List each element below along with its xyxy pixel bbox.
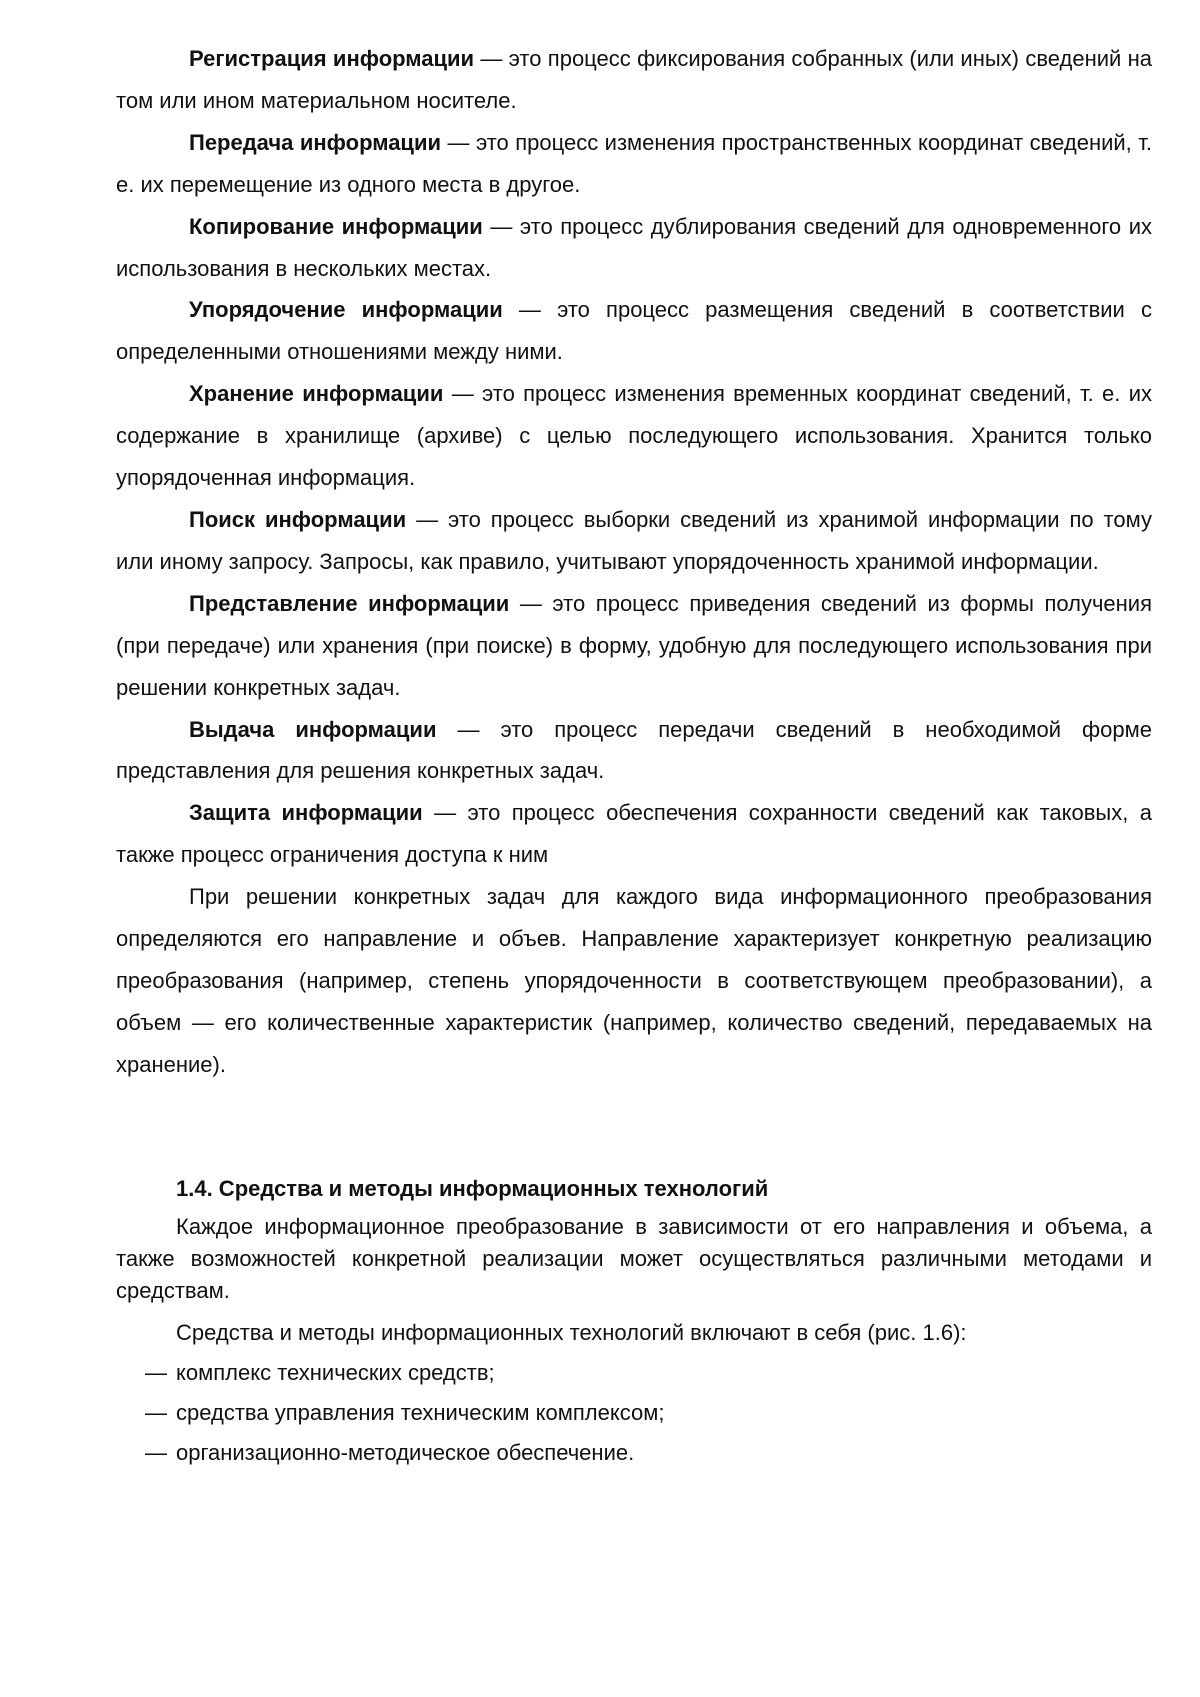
definition-text: — это процесс передачи сведений в необходимой форме представления для решения конкретных задач. xyxy=(116,716,1152,784)
list-item-text: организационно-методическое обеспечение. xyxy=(176,1440,635,1465)
section-intro-paragraph: Каждое информационное преобразование в зависимости от его направления и объема, а также возможностей конкретной реализации может осуществляться различными методами и средствам. xyxy=(116,1214,1152,1303)
definition-text: — это процесс размещения сведений в соответствии с определенными отношениями между ними. xyxy=(116,297,1152,365)
list-item-text: средства управления техническим комплексом; xyxy=(176,1400,665,1425)
definition-term: Выдача информации xyxy=(189,716,437,742)
definition-text: — это процесс изменения пространственных координат сведений, т. е. их перемещение из одного места в другое. xyxy=(116,129,1153,197)
dash-marker: — xyxy=(145,1360,167,1385)
list-item xyxy=(116,1353,1152,1393)
definition-paragraph xyxy=(116,122,1152,206)
definition-paragraph xyxy=(116,373,1152,499)
definition-paragraph xyxy=(116,499,1152,583)
definition-term: Представление информации xyxy=(189,590,510,616)
definition-paragraph xyxy=(116,38,1152,122)
dash-marker: — xyxy=(145,1400,167,1425)
definition-text: — это процесс выборки сведений из хранимой информации по тому или иному запросу. Запросы, как правило, учитывают упорядоченность хранимой информации. xyxy=(116,506,1152,574)
dash-marker: — xyxy=(145,1440,167,1465)
definition-text: — это процесс приведения сведений из формы получения (при передаче) или хранения (при поиске) в форму, удобную для последующего использования при решении конкретных задач. xyxy=(116,590,1153,700)
definition-paragraph xyxy=(116,206,1152,290)
definition-term: Передача информации xyxy=(189,129,442,155)
definition-term: Поиск информации xyxy=(189,506,407,532)
definition-term: Регистрация информации xyxy=(189,46,475,71)
dash-list xyxy=(116,1353,1152,1473)
definition-term: Хранение информации xyxy=(189,381,444,407)
list-item xyxy=(116,1433,1152,1473)
definition-text: — это процесс изменения временных координат сведений, т. е. их содержание в хранилище (архиве) с целью последующего использования. Хранится только упорядоченная информация. xyxy=(116,381,1152,491)
list-lead-paragraph: Средства и методы информационных технологий включают в себя (рис. 1.6): xyxy=(176,1320,967,1345)
closing-paragraph: При решении конкретных задач для каждого вида информационного преобразования определяются его направление и объев. Направление характеризует конкретную реализацию преобразования (например, степень упорядоченности в соответствующем преобразовании), а объем — его количественные характеристик (например, количество сведений, передаваемых на хранение). xyxy=(116,884,1152,1077)
definition-text: — это процесс дублирования сведений для одновременного их использования в нескольких местах. xyxy=(116,213,1152,281)
section-block xyxy=(116,1171,1152,1473)
definition-paragraph xyxy=(116,792,1152,876)
definition-paragraph xyxy=(116,709,1152,793)
definition-text: — это процесс фиксирования собранных (или иных) сведений на том или ином материальном носителе. xyxy=(116,46,1152,113)
list-item-text: комплекс технических средств; xyxy=(176,1360,495,1385)
definitions-block xyxy=(116,38,1152,1086)
definition-paragraph xyxy=(116,583,1152,709)
definition-term: Упорядочение информации xyxy=(189,297,503,323)
list-item xyxy=(116,1393,1152,1433)
definition-text: — это процесс обеспечения сохранности сведений как таковых, а также процесс ограничения доступа к ним xyxy=(116,800,1152,868)
definition-term: Копирование информации xyxy=(189,213,483,239)
section-heading: 1.4. Средства и методы информационных технологий xyxy=(176,1176,769,1201)
definition-paragraph xyxy=(116,289,1152,373)
definition-term: Защита информации xyxy=(189,800,423,826)
